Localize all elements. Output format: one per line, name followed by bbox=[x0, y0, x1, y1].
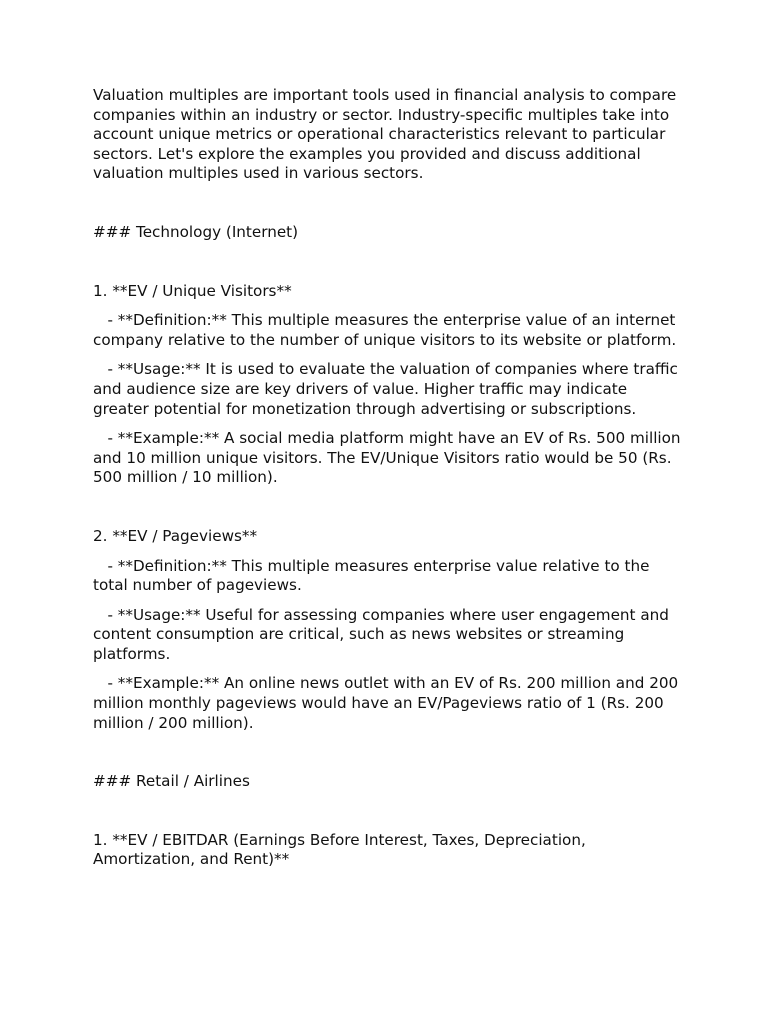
spacer bbox=[93, 596, 683, 606]
spacer bbox=[93, 301, 683, 311]
item-example: - **Example:** An online news outlet with an EV of Rs. 200 million and 200 million monthly pageviews would have an EV/Pageviews ratio of 1 (Rs. 200 million / 200 million). bbox=[93, 674, 684, 732]
section-heading-technology: ### Technology (Internet) bbox=[93, 222, 299, 241]
item-usage: - **Usage:** Useful for assessing companies where user engagement and content consumption are critical, such as news websites or streaming platforms. bbox=[93, 605, 674, 663]
item-title-ev-pageviews: 2. **EV / Pageviews** bbox=[93, 526, 258, 545]
item-usage: - **Usage:** It is used to evaluate the valuation of companies where traffic and audience size are key drivers of value. Higher traffic may indicate greater potential for monetization through advertising or subscriptions. bbox=[93, 360, 683, 418]
spacer bbox=[93, 419, 683, 429]
item-title-ev-unique-visitors: 1. **EV / Unique Visitors** bbox=[93, 281, 292, 300]
spacer bbox=[93, 243, 683, 282]
intro-paragraph: Valuation multiples are important tools used in financial analysis to compare companies within an industry or sector. Industry-specific multiples take into account unique metrics or operational characteristics relevant to particular sectors. Let's explore the examples you provided and discuss additional valuation multiples used in various sectors. bbox=[93, 86, 682, 183]
spacer bbox=[93, 488, 683, 527]
document-page bbox=[93, 86, 686, 870]
item-definition: - **Definition:** This multiple measures enterprise value relative to the total number of pageviews. bbox=[93, 556, 655, 595]
item-definition: - **Definition:** This multiple measures the enterprise value of an internet company relative to the number of unique visitors to its website or platform. bbox=[93, 311, 681, 349]
spacer bbox=[93, 733, 683, 772]
spacer bbox=[93, 350, 683, 360]
spacer bbox=[93, 184, 683, 223]
spacer bbox=[93, 792, 683, 831]
section-heading-retail-airlines: ### Retail / Airlines bbox=[93, 772, 250, 791]
spacer bbox=[93, 547, 683, 557]
item-title-ev-ebitdar: 1. **EV / EBITDAR (Earnings Before Interest, Taxes, Depreciation, Amortization, and Rent)** bbox=[93, 830, 591, 869]
item-example: - **Example:** A social media platform might have an EV of Rs. 500 million and 10 million unique visitors. The EV/Unique Visitors ratio would be 50 (Rs. 500 million / 10 million). bbox=[93, 429, 686, 487]
spacer bbox=[93, 664, 683, 674]
